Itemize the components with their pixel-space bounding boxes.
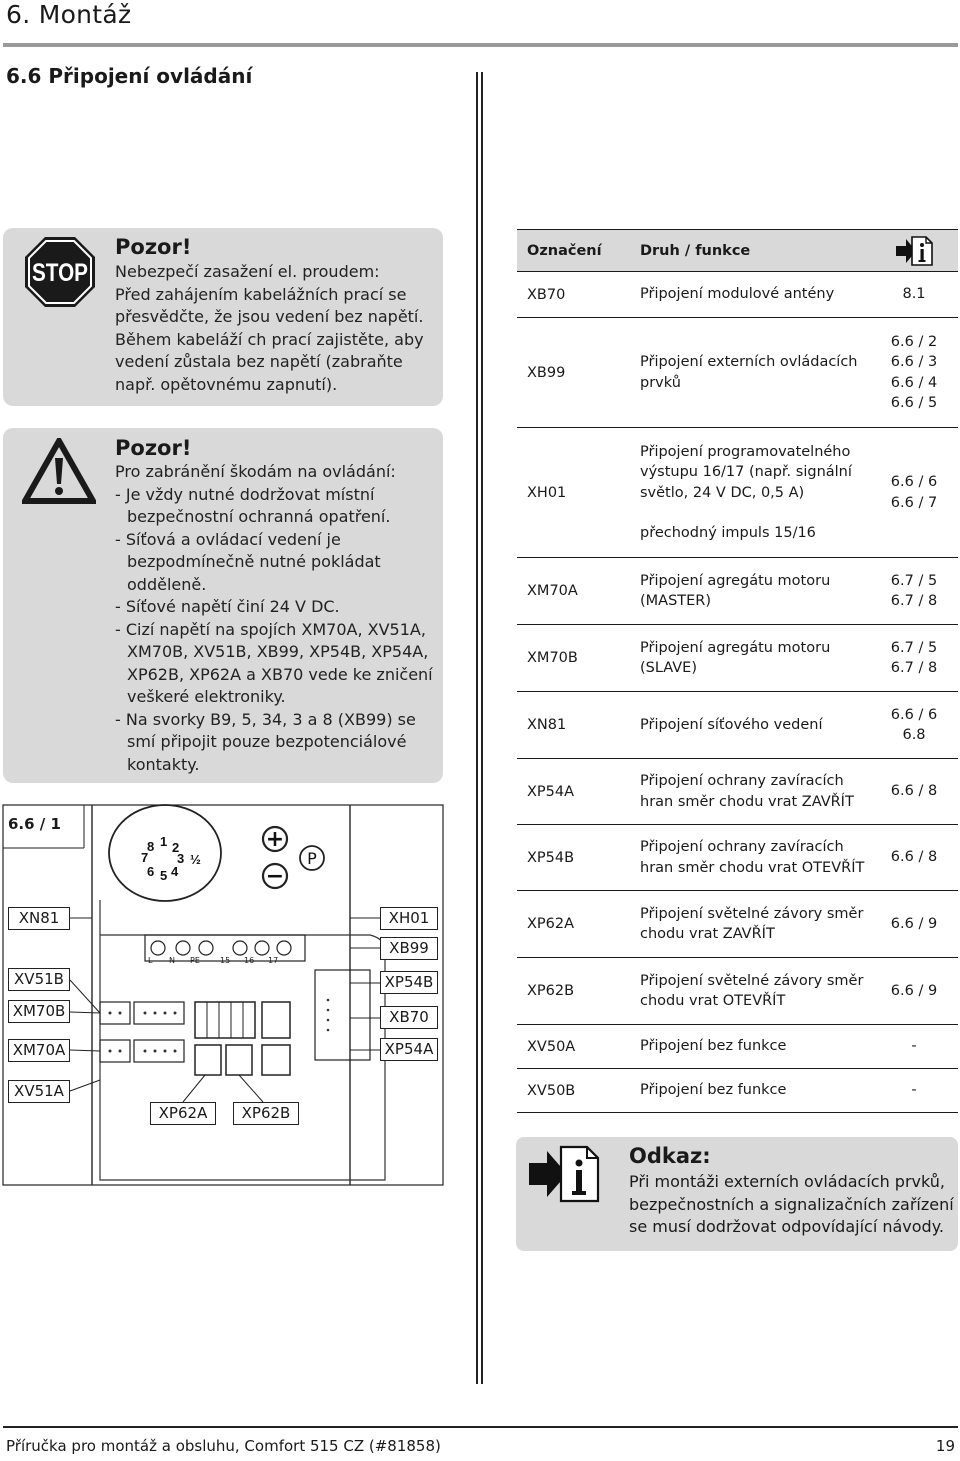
warning-triangle-icon [22, 438, 96, 504]
label-xv51b: XV51B [8, 968, 70, 991]
table-row [517, 1069, 958, 1113]
row-code: XP54A [517, 759, 630, 825]
connection-table [517, 229, 958, 1113]
dial-number: 3 [177, 851, 185, 866]
stop-sign-text: STOP [32, 259, 88, 287]
row-code: XV50B [517, 1069, 630, 1113]
row-code: XB99 [517, 318, 630, 428]
label-xp54b: XP54B [380, 971, 438, 994]
row-code: XP62A [517, 891, 630, 958]
row-code: XN81 [517, 692, 630, 759]
row-function: Připojení ochrany zavíracích hran směr chodu vrat OTEVŘÍT [630, 825, 870, 891]
table-header-row [517, 230, 958, 272]
dial-number: ½ [190, 852, 201, 867]
terminal-label: 16 [244, 956, 255, 965]
warning-text [115, 261, 424, 396]
row-function: Připojení modulové antény [630, 272, 870, 318]
info-reference-icon [894, 234, 934, 268]
table-row [517, 759, 958, 825]
label-xm70a: XM70A [8, 1039, 70, 1062]
caution-item: - Síťová a ovládací vedení je bezpodmínečně nutné pokládat odděleně. [115, 529, 381, 594]
row-reference: 6.6 / 2 6.6 / 3 6.6 / 4 6.6 / 5 [870, 318, 958, 428]
caution-text [115, 461, 435, 776]
plus-symbol: + [265, 827, 285, 852]
caution-intro: Pro zabránění škodám na ovládání: [115, 462, 396, 481]
row-reference: 6.7 / 5 6.7 / 8 [870, 558, 958, 625]
row-function: Připojení externích ovládacích prvků [630, 318, 870, 428]
label-xb70: XB70 [380, 1006, 438, 1029]
row-code: XM70A [517, 558, 630, 625]
figure-label: 6.6 / 1 [8, 815, 61, 833]
section-title: 6.6 Připojení ovládání [6, 64, 253, 88]
label-xn81: XN81 [8, 907, 70, 930]
table-row [517, 1025, 958, 1069]
row-reference: 8.1 [870, 272, 958, 318]
header-code: Označení [517, 230, 630, 272]
table-row [517, 625, 958, 692]
column-divider [481, 72, 483, 1384]
info-reference-icon [527, 1143, 601, 1205]
row-function: Připojení programovatelného výstupu 16/17 (např. signální světlo, 24 V DC, 0,5 A) přechodný impuls 15/16 [630, 428, 870, 558]
header-function: Druh / funkce [630, 230, 870, 272]
row-reference: - [870, 1069, 958, 1113]
row-function: Připojení agregátu motoru (MASTER) [630, 558, 870, 625]
note-title: Odkaz: [629, 1144, 711, 1168]
row-code: XV50A [517, 1025, 630, 1069]
row-reference: 6.6 / 9 [870, 891, 958, 958]
label-xb99: XB99 [380, 937, 438, 960]
table-row [517, 958, 958, 1025]
row-code: XB70 [517, 272, 630, 318]
warning-line: vedení zůstala bez napětí (zabraňte [115, 352, 403, 371]
label-xp62b: XP62B [233, 1102, 299, 1125]
caution-item: - Na svorky B9, 5, 34, 3 a 8 (XB99) se smí připojit pouze bezpotenciálové kontakty. [115, 709, 416, 774]
caution-item: - Síťové napětí činí 24 V DC. [115, 597, 340, 616]
caution-item: - Je vždy nutné dodržovat místní bezpečnostní ochranná opatření. [115, 484, 391, 526]
table-row [517, 558, 958, 625]
warning-line: Před zahájením kabelážních prací se [115, 284, 407, 304]
label-xm70b: XM70B [8, 1000, 70, 1023]
dial-number: 6 [147, 864, 155, 879]
row-function: Připojení agregátu motoru (SLAVE) [630, 625, 870, 692]
row-reference: 6.6 / 6 6.8 [870, 692, 958, 759]
row-code: XP62B [517, 958, 630, 1025]
table-row [517, 891, 958, 958]
footer-title: Příručka pro montáž a obsluhu, Comfort 515 CZ (#81858) [6, 1437, 441, 1455]
note-line: Při montáži externích ovládacích prvků, [629, 1172, 945, 1191]
row-function: Připojení síťového vedení [630, 692, 870, 759]
minus-symbol: − [265, 864, 285, 889]
dial-number: 5 [160, 868, 168, 883]
row-code: XH01 [517, 428, 630, 558]
table-row [517, 318, 958, 428]
row-reference: 6.6 / 6 6.6 / 7 [870, 428, 958, 558]
chapter-title: 6. Montáž [6, 0, 132, 29]
row-reference: - [870, 1025, 958, 1069]
row-function: Připojení ochrany zavíracích hran směr chodu vrat ZAVŘÍT [630, 759, 870, 825]
dial-number: 4 [171, 864, 179, 879]
p-button-label: P [307, 849, 317, 868]
note-line: se musí dodržovat odpovídající návody. [629, 1217, 944, 1236]
column-divider [476, 72, 478, 1384]
row-function: Připojení bez funkce [630, 1025, 870, 1069]
caution-item: - Cizí napětí na spojích XM70A, XV51A, XM70B, XV51B, XB99, XP54B, XP54A, XP62B, XP62A a XB70 vede ke zničení veškeré elektroniky. [115, 619, 433, 706]
row-function: Připojení bez funkce [630, 1069, 870, 1113]
label-xh01: XH01 [380, 907, 438, 930]
row-reference: 6.6 / 8 [870, 825, 958, 891]
row-function: Připojení světelné závory směr chodu vrat ZAVŘÍT [630, 891, 870, 958]
terminal-label: 15 [220, 956, 231, 965]
control-board-diagram [0, 800, 450, 1190]
dial-number: 7 [141, 850, 149, 865]
label-xv51a: XV51A [8, 1080, 70, 1103]
terminal-label: L [148, 956, 153, 965]
stop-sign-icon [24, 236, 96, 308]
note-text [629, 1171, 954, 1239]
warning-line: např. opětovnému zapnutí). [115, 374, 338, 394]
dial-number: 8 [147, 839, 155, 854]
row-reference: 6.7 / 5 6.7 / 8 [870, 625, 958, 692]
chapter-rule [3, 43, 958, 47]
info-header-cell [870, 230, 958, 272]
table-row [517, 692, 958, 759]
note-line: bezpečnostních a signalizačních zařízení [629, 1194, 954, 1214]
row-function: Připojení světelné závory směr chodu vrat OTEVŘÍT [630, 958, 870, 1025]
dial-number: 2 [172, 840, 180, 855]
warning-line: přesvědčte, že jsou vedení bez napětí. [115, 307, 424, 326]
terminal-label: N [169, 956, 175, 965]
row-reference: 6.6 / 9 [870, 958, 958, 1025]
table-row [517, 272, 958, 318]
label-xp62a: XP62A [150, 1102, 216, 1125]
row-code: XP54B [517, 825, 630, 891]
warning-title: Pozor! [115, 235, 192, 259]
page-number: 19 [935, 1437, 955, 1455]
warning-line: Nebezpečí zasažení el. proudem: [115, 262, 380, 281]
warning-line: Během kabeláží ch prací zajistěte, aby [115, 329, 424, 349]
label-xp54a: XP54A [380, 1038, 438, 1061]
row-code: XM70B [517, 625, 630, 692]
table-row [517, 428, 958, 558]
terminal-label: 17 [268, 956, 279, 965]
table-row [517, 825, 958, 891]
footer-rule [3, 1426, 958, 1428]
caution-title: Pozor! [115, 436, 192, 460]
terminal-label: PE [190, 956, 200, 965]
row-reference: 6.6 / 8 [870, 759, 958, 825]
dial-number: 1 [160, 834, 168, 849]
